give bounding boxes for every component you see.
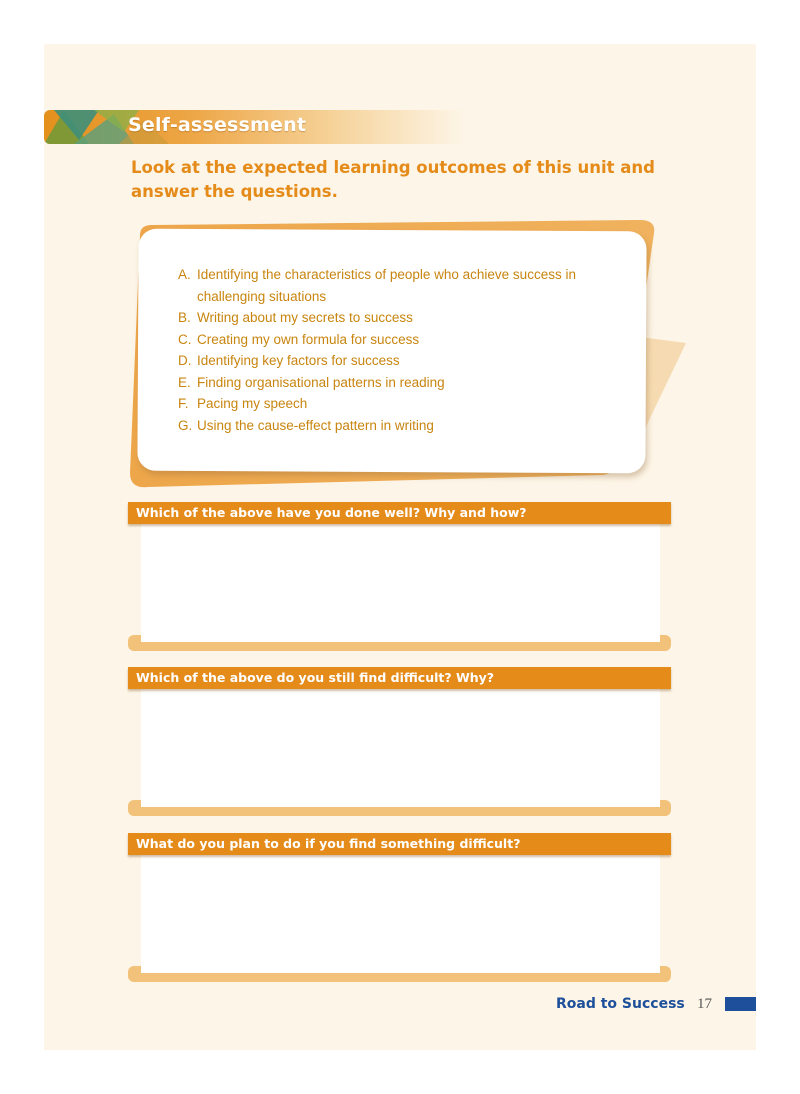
outcome-letter: F. [178,396,189,411]
outcome-text: Writing about my secrets to success [197,310,413,325]
outcome-letter: E. [178,374,191,390]
outcome-letter: A. [178,267,191,282]
list-item [178,307,618,329]
question-bar-plan [128,833,671,855]
outcome-letter: D. [178,353,192,368]
outcome-text: Identifying the characteristics of people who achieve success in challenging situations [197,267,576,304]
question-label: Which of the above do you still find difficult? Why? [136,670,495,685]
question-bar-done-well [128,502,671,524]
learning-outcomes-list [178,264,618,436]
outcome-letter: G. [178,417,193,433]
list-item [178,264,618,307]
answer-box-plan[interactable] [141,855,660,973]
list-item [178,393,618,415]
outcome-letter: C. [178,331,192,347]
question-bar-difficult [128,667,671,689]
list-item [178,415,618,437]
footer-book-title: Road to Success [556,996,685,1012]
outcome-letter: B. [178,310,191,325]
page-number: 17 [697,996,712,1012]
list-item [178,372,618,394]
list-item [178,329,618,351]
outcome-text: Pacing my speech [197,396,308,411]
list-item [178,350,618,372]
section-title: Self-assessment [128,114,307,136]
outcome-text: Using the cause-effect pattern in writing [197,417,434,433]
question-label: Which of the above have you done well? Why and how? [136,505,527,520]
answer-box-difficult[interactable] [141,689,660,807]
answer-box-done-well[interactable] [141,524,660,642]
page-marker [725,997,756,1011]
question-label: What do you plan to do if you find something difficult? [136,836,521,851]
section-banner [44,110,464,144]
instruction-text: Look at the expected learning outcomes of this unit and answer the questions. [131,158,655,201]
outcome-text: Identifying key factors for success [197,353,400,368]
outcome-text: Finding organisational patterns in reading [197,374,445,390]
outcome-text: Creating my own formula for success [197,331,420,347]
